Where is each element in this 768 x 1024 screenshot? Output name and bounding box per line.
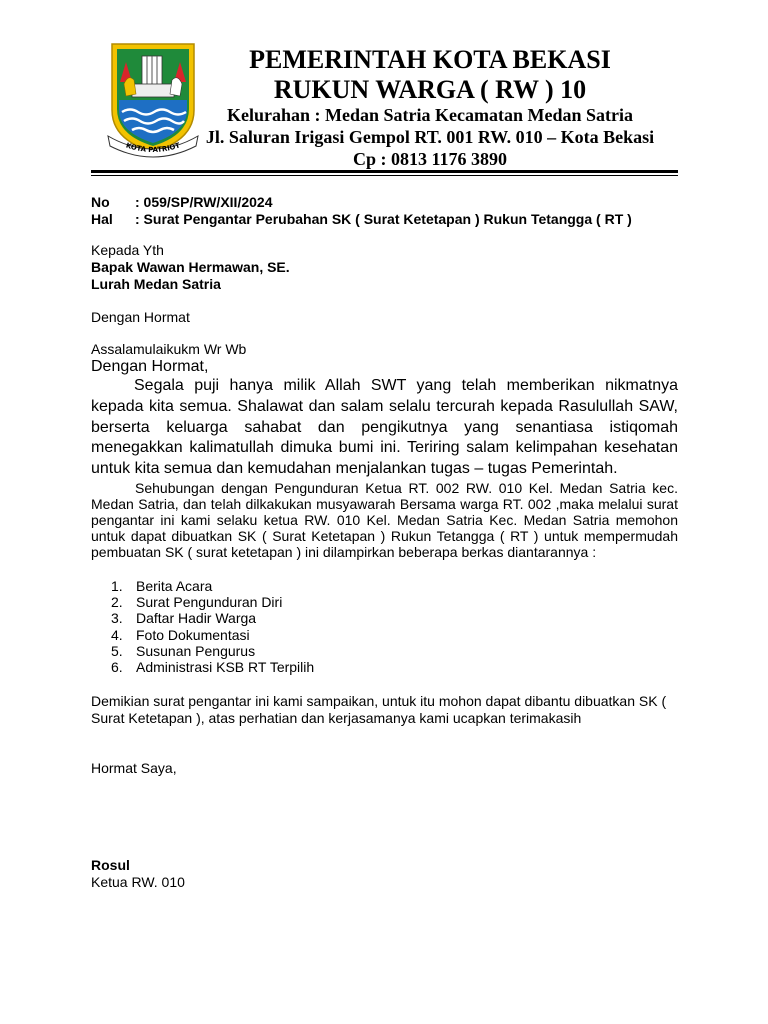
letter-subject-value: : Surat Pengantar Perubahan SK ( Surat Ketetapan ) Rukun Tetangga ( RT ) — [135, 211, 632, 227]
salutation-2: Dengan Hormat, — [91, 358, 209, 375]
letter-number-label: No — [91, 194, 110, 210]
recipient-position: Lurah Medan Satria — [91, 276, 221, 292]
kop-title-line1: PEMERINTAH KOTA BEKASI — [249, 45, 611, 74]
list-item: 3. Daftar Hadir Warga — [111, 610, 257, 627]
kop-address: Jl. Saluran Irigasi Gempol RT. 001 RW. 010 – Kota Bekasi — [205, 127, 655, 147]
list-item: 6. Administrasi KSB RT Terpilih — [111, 658, 315, 675]
paragraph-opening — [91, 376, 678, 480]
letter-number — [91, 194, 691, 211]
letterhead-rule-thick — [91, 170, 678, 173]
letter-number-value: : 059/SP/RW/XII/2024 — [135, 194, 273, 210]
attachment-list — [91, 578, 491, 675]
salam-opening: Assalamulaikukm Wr Wb — [91, 341, 247, 357]
recipient-greeting: Kepada Yth — [91, 242, 164, 258]
letterhead-rule-thin — [91, 175, 678, 176]
paragraph-request-text: Sehubungan dengan Pengunduran Ketua RT. 002 RW. 010 Kel. Medan Satria kec. Medan Satria, dan telah dilkakukan musyawarah Bersama warga RT. 002 ,maka melalui surat pengantar ini kami selaku ketua RW. 010 Kel. Medan Satria Kec. Medan Satria memohon untuk dapat dibuatkan SK ( Surat Ketetapan ) Rukun Tetangga ( RT ) untuk mempermudah pembuatan SK ( surat ketetapan ) ini dilampirkan beberapa berkas diantarannya : — [91, 480, 678, 560]
paragraph-opening-text: Segala puji hanya milik Allah SWT yang telah memberikan nikmatnya kepada kita semua. Shalawat dan salam selalu tercurah kepada Rasulullah SAW, berserta keluarga sahabat dan pengikutnya yang senantiasa istiqomah menegakkan kalimatullah dimuka bumi ini. Teriring salam kelimpahan kesehatan untuk kita semua dan kemudahan menjalankan tugas – tugas Pemerintah. — [91, 377, 678, 478]
signatory-name: Rosul — [91, 857, 130, 873]
list-item: 1. Berita Acara — [111, 578, 213, 594]
paragraph-request — [91, 480, 678, 560]
paragraph-closing: Demikian surat pengantar ini kami sampaikan, untuk itu mohon dapat dibantu dibuatkan SK ( Surat Ketetapan ), atas perhatian dan kerjasamanya kami ucapkan terimakasih — [91, 693, 667, 726]
list-item: 5. Susunan Pengurus — [111, 642, 256, 659]
kota-bekasi-emblem — [106, 40, 200, 162]
logo-ribbon-text: KOTA PATRIOT — [124, 141, 182, 155]
list-item: 2. Surat Pengunduran Diri — [111, 594, 283, 611]
list-item: 4. Foto Dokumentasi — [111, 626, 250, 643]
letter-subject — [91, 211, 691, 228]
salutation: Dengan Hormat — [91, 309, 190, 325]
letter-subject-label: Hal — [91, 211, 113, 227]
kop-title-line2: RUKUN WARGA ( RW ) 10 — [273, 75, 587, 104]
signatory-title: Ketua RW. 010 — [91, 874, 185, 890]
kop-phone: Cp : 0813 1176 3890 — [352, 149, 507, 169]
closing-phrase: Hormat Saya, — [91, 760, 177, 776]
recipient-name: Bapak Wawan Hermawan, SE. — [91, 259, 290, 275]
kop-kelurahan: Kelurahan : Medan Satria Kecamatan Medan Satria — [227, 105, 633, 125]
